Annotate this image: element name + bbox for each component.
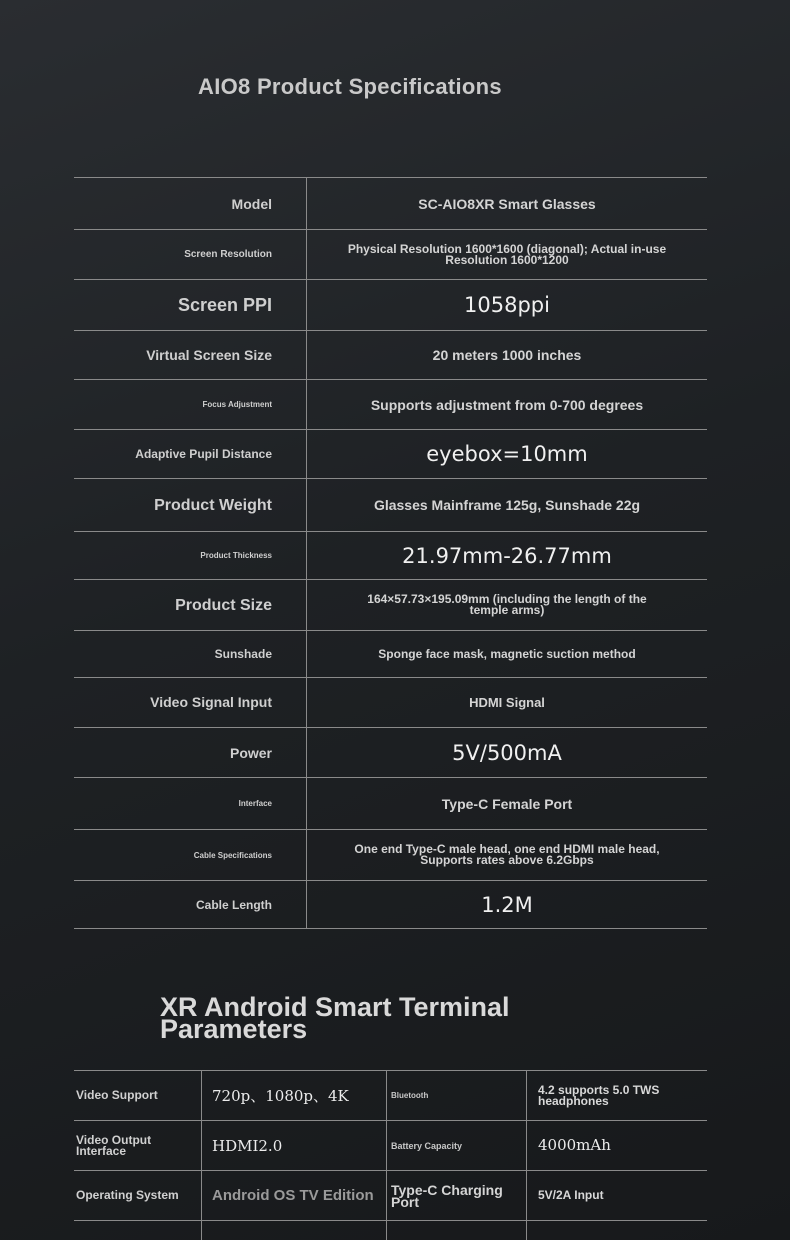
param-value xyxy=(527,1221,707,1240)
param-label: Video Output Interface xyxy=(74,1121,202,1170)
table-row xyxy=(74,881,707,929)
param-label: Video Support xyxy=(74,1071,202,1120)
spec-value: Glasses Mainframe 125g, Sunshade 22g xyxy=(373,497,641,513)
param-value: 5V/2A Input xyxy=(538,1188,604,1202)
table-row xyxy=(74,580,707,631)
spec-label: Video Signal Input xyxy=(74,678,307,727)
spec-value: HDMI Signal xyxy=(469,694,545,710)
param-value xyxy=(202,1221,387,1240)
table-row xyxy=(74,230,707,280)
param-label xyxy=(387,1221,527,1240)
table-row xyxy=(74,532,707,580)
spec-value: Type-C Female Port xyxy=(441,795,573,812)
table-row xyxy=(74,1121,707,1171)
param-value: 720p、1080p、4K xyxy=(202,1071,387,1120)
spec-label: Product Thickness xyxy=(74,532,307,579)
spec-label: Model xyxy=(74,178,307,229)
spec-value: One end Type-C male head, one end HDMI male head, Supports rates above 6.2Gbps xyxy=(354,842,660,867)
table-row xyxy=(74,280,707,331)
table-row xyxy=(74,380,707,430)
table-row xyxy=(74,1221,707,1240)
table-row xyxy=(74,331,707,380)
table-row xyxy=(74,479,707,532)
table-row xyxy=(74,1071,707,1121)
spec-label: Power xyxy=(74,728,307,777)
table-row xyxy=(74,830,707,881)
specifications-table xyxy=(74,177,707,929)
table-row xyxy=(74,728,707,778)
parameters-table xyxy=(74,1070,707,1240)
spec-value: SC-AIO8XR Smart Glasses xyxy=(418,195,596,212)
param-label: Bluetooth xyxy=(387,1071,527,1120)
spec-label: Screen Resolution xyxy=(74,230,307,279)
spec-value: 5V/500mA xyxy=(452,740,562,765)
param-label: Type-C Charging Port xyxy=(387,1171,527,1220)
spec-label: Product Size xyxy=(74,580,307,630)
spec-value: Physical Resolution 1600*1600 (diagonal); Actual in-use Resolution 1600*1200 xyxy=(347,241,667,267)
spec-label: Interface xyxy=(74,778,307,829)
param-label: Operating System xyxy=(74,1171,202,1220)
table-row xyxy=(74,178,707,230)
spec-label: Virtual Screen Size xyxy=(74,331,307,379)
table-row xyxy=(74,778,707,830)
param-value: Android OS TV Edition xyxy=(202,1171,387,1220)
section-title: XR Android Smart Terminal Parameters xyxy=(160,992,510,1044)
table-row xyxy=(74,430,707,479)
param-value: 4000mAh xyxy=(538,1136,611,1154)
spec-label: Adaptive Pupil Distance xyxy=(74,430,307,478)
spec-value: eyebox=10mm xyxy=(426,442,588,466)
spec-label: Sunshade xyxy=(74,631,307,677)
table-row xyxy=(74,678,707,728)
table-row xyxy=(74,1171,707,1221)
page-title: AIO8 Product Specifications xyxy=(198,74,502,99)
spec-label: Product Weight xyxy=(74,479,307,531)
spec-value: Supports adjustment from 0-700 degrees xyxy=(370,396,644,413)
spec-label: Focus Adjustment xyxy=(74,380,307,429)
spec-label: Screen PPI xyxy=(74,280,307,330)
spec-value: 21.97mm-26.77mm xyxy=(402,543,612,568)
param-value: 4.2 supports 5.0 TWS headphones xyxy=(538,1082,660,1108)
spec-value: Sponge face mask, magnetic suction method xyxy=(378,646,636,661)
spec-value: 1.2M xyxy=(481,892,533,917)
spec-value: 1058ppi xyxy=(464,293,550,317)
spec-value: 164×57.73×195.09mm (including the length of the temple arms) xyxy=(367,592,647,617)
table-row xyxy=(74,631,707,678)
param-label xyxy=(74,1221,202,1240)
param-value: HDMI2.0 xyxy=(202,1121,387,1170)
param-label: Battery Capacity xyxy=(387,1121,527,1170)
spec-value: 20 meters 1000 inches xyxy=(432,347,582,363)
spec-label: Cable Length xyxy=(74,881,307,928)
spec-label: Cable Specifications xyxy=(74,830,307,880)
